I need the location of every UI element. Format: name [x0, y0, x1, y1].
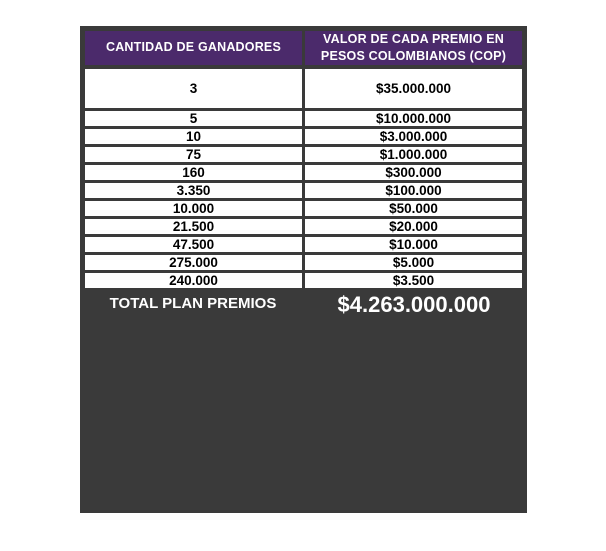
cell-prize: $10.000.000: [304, 109, 525, 127]
table-row: [83, 235, 525, 253]
table-row: [83, 271, 525, 290]
total-value: $4.263.000.000: [304, 290, 525, 321]
cell-prize: $3.000.000: [304, 127, 525, 145]
table-row: [83, 217, 525, 235]
cell-winners: 10.000: [83, 199, 304, 217]
table-header-row: [83, 29, 525, 67]
table-total-row: [83, 290, 525, 321]
cell-winners: 75: [83, 145, 304, 163]
table-row: [83, 67, 525, 110]
cell-winners: 5: [83, 109, 304, 127]
cell-winners: 3: [83, 67, 304, 110]
table-row: [83, 199, 525, 217]
cell-winners: 160: [83, 163, 304, 181]
table-row: [83, 127, 525, 145]
column-header-winners: CANTIDAD DE GANADORES: [83, 29, 304, 67]
prize-plan-table: [80, 26, 527, 323]
cell-prize: $1.000.000: [304, 145, 525, 163]
cell-prize: $300.000: [304, 163, 525, 181]
cell-winners: 3.350: [83, 181, 304, 199]
table-row: [83, 163, 525, 181]
cell-prize: $35.000.000: [304, 67, 525, 110]
cell-prize: $3.500: [304, 271, 525, 290]
table-header: [83, 29, 525, 67]
table-row: [83, 253, 525, 271]
column-header-prize-value: VALOR DE CADA PREMIO EN PESOS COLOMBIANOS (COP): [304, 29, 525, 67]
table-body: [83, 67, 525, 321]
cell-winners: 21.500: [83, 217, 304, 235]
cell-prize: $20.000: [304, 217, 525, 235]
cell-winners: 275.000: [83, 253, 304, 271]
cell-prize: $5.000: [304, 253, 525, 271]
prize-plan-table-container: [80, 26, 527, 513]
cell-prize: $50.000: [304, 199, 525, 217]
cell-prize: $100.000: [304, 181, 525, 199]
cell-winners: 10: [83, 127, 304, 145]
cell-winners: 240.000: [83, 271, 304, 290]
cell-winners: 47.500: [83, 235, 304, 253]
table-row: [83, 145, 525, 163]
table-row: [83, 109, 525, 127]
table-row: [83, 181, 525, 199]
cell-prize: $10.000: [304, 235, 525, 253]
total-label: TOTAL PLAN PREMIOS: [83, 290, 304, 321]
